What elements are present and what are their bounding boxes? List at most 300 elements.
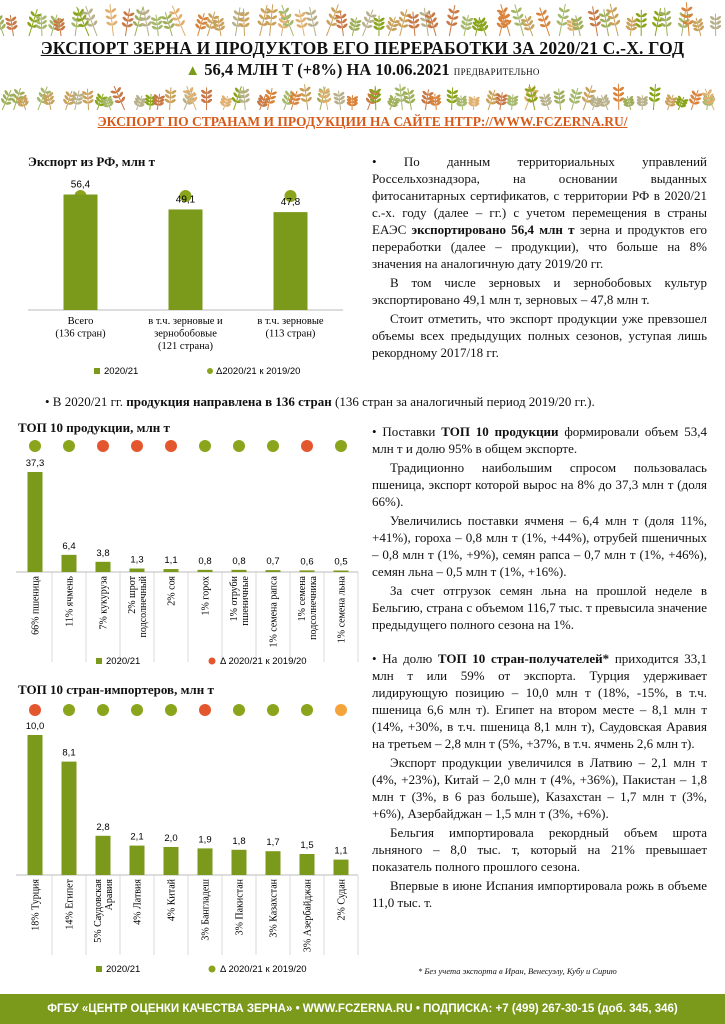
bar — [198, 570, 213, 572]
category-label: 1% семена рапса — [268, 576, 280, 648]
countries-bullet — [45, 394, 725, 410]
leaf — [648, 91, 654, 97]
leaf — [111, 14, 117, 20]
paragraph: Бельгия импортировала рекордный объем шрота льняного – 8,0 тыс. т, который на 21% превышает показатель полного прошлого сезона. — [372, 825, 707, 874]
category-label-group — [93, 879, 115, 943]
leaf-sprig — [458, 14, 475, 36]
leaf — [170, 94, 177, 100]
leaf — [271, 15, 278, 20]
bar — [96, 562, 111, 572]
leaf-sprig — [104, 4, 120, 36]
leaf — [446, 89, 452, 95]
leaf — [379, 17, 386, 23]
leaf-sprig — [81, 88, 95, 110]
category-label: Аравия — [104, 879, 115, 911]
leaf — [244, 93, 250, 99]
leaf-sprig — [553, 3, 571, 36]
category-label-group — [167, 878, 178, 921]
stem — [110, 4, 114, 36]
bar — [62, 555, 77, 572]
leaf — [655, 87, 662, 92]
category-label: в т.ч. зерновые и — [148, 316, 223, 327]
value-label: 8,1 — [62, 747, 76, 759]
leaf — [71, 22, 77, 28]
text-block-export — [372, 153, 707, 363]
leaf-sprig — [552, 88, 566, 110]
stem — [559, 89, 561, 110]
bar — [130, 569, 145, 572]
leaf — [112, 20, 118, 26]
leaf-sprig — [495, 2, 516, 36]
bar — [28, 735, 43, 875]
leaf-sprig — [423, 9, 442, 36]
leaf-sprig — [23, 7, 43, 36]
category-label: 2% соя — [166, 576, 178, 606]
leaf-sprig — [151, 93, 166, 110]
text-block-products — [372, 423, 707, 635]
value-label: 2,8 — [96, 821, 110, 833]
stem — [41, 13, 42, 36]
bar — [232, 850, 247, 875]
stem — [352, 95, 353, 110]
value-label: 0,5 — [334, 556, 348, 568]
leaf-sprig — [275, 10, 292, 36]
leaf-sprig — [35, 13, 48, 36]
value-label: 1,1 — [164, 555, 178, 567]
category-label-group — [201, 576, 212, 615]
category-label-group — [235, 878, 246, 935]
leaf — [612, 91, 619, 97]
value-label: 2,1 — [130, 831, 144, 843]
category-label: 1% семена — [297, 576, 308, 622]
change-marker — [165, 704, 177, 716]
category-label: 3% Пакистан — [234, 879, 246, 936]
leaf — [41, 15, 47, 21]
category-label: 66% пшеница — [30, 576, 42, 635]
leaf — [408, 24, 415, 29]
leaf — [200, 89, 207, 95]
leaf-sprig — [15, 93, 32, 110]
leaf — [200, 98, 207, 104]
leaf — [244, 22, 250, 28]
value-label: 3,8 — [96, 547, 110, 559]
text-block-importers — [372, 650, 707, 913]
bar — [96, 836, 111, 875]
leaf-sprig — [181, 84, 202, 110]
category-label: 2% шрот — [127, 576, 138, 614]
leaf-sprig — [383, 15, 402, 36]
stem — [413, 12, 415, 36]
leaf-sprig — [321, 2, 345, 36]
leaf — [170, 89, 177, 95]
bar — [28, 472, 43, 572]
category-label: (136 стран) — [55, 328, 106, 340]
category-label: 4% Латвия — [132, 879, 144, 925]
leaf — [379, 21, 386, 27]
category-label: 7% кукуруза — [98, 576, 110, 630]
bar — [334, 571, 349, 573]
leaf — [709, 15, 716, 21]
paragraph: Традиционно наибольшим спросом пользовалась пшеница, экспорт которой вырос на 8% до 37,3 млн т (доля 66%). — [372, 460, 707, 509]
leaf — [665, 10, 671, 16]
leaf-sprig — [565, 86, 583, 110]
leaf-sprig — [200, 87, 213, 110]
leaf — [271, 21, 278, 26]
leaf — [648, 96, 654, 102]
leaf — [121, 21, 127, 27]
legend-swatch-bar — [96, 966, 102, 972]
category-label: 14% Египет — [64, 879, 76, 930]
leaf-sprig — [709, 14, 722, 36]
category-label-group — [167, 576, 178, 606]
leaf — [413, 18, 419, 24]
change-marker — [233, 704, 245, 716]
leaf-sprig — [237, 8, 251, 36]
leaf — [341, 13, 347, 19]
bar — [164, 569, 179, 572]
leaf-sprig — [263, 4, 279, 36]
leaf-sprig — [373, 16, 386, 36]
change-marker — [29, 440, 41, 452]
stem — [375, 86, 376, 110]
leaf-sprig — [137, 5, 155, 36]
bar — [130, 846, 145, 875]
change-marker — [29, 704, 41, 716]
value-label: 1,7 — [266, 837, 280, 849]
subtitle-note: ПРЕДВАРИТЕЛЬНО — [453, 67, 540, 77]
legend-swatch-marker — [209, 658, 216, 665]
value-label: 0,8 — [232, 555, 246, 567]
paragraph: • По данным территориальных управлений Россельхознадзора, на основании выданных фитосанитарных сертификатов, с территории РФ в 2020/21 с.-х. году (далее – гг.) с учетом перемещения в страны ЕАЭС экспортировано 56,4 млн т зерна и продуктов его переработки (далее – продукции), что больше на 8% значения на аналогичную дату 2019/20 гг. — [372, 154, 708, 271]
bar — [198, 848, 213, 875]
leaf — [618, 91, 625, 97]
bar — [164, 847, 179, 875]
leaf — [88, 98, 94, 104]
change-marker — [97, 704, 109, 716]
leaf — [122, 16, 128, 22]
category-label: 18% Турция — [30, 879, 42, 931]
leaf — [272, 8, 279, 13]
category-label-group — [133, 879, 144, 925]
leaf-sprig — [636, 95, 649, 110]
value-label: 0,7 — [266, 556, 280, 568]
leaf-sprig — [621, 95, 637, 110]
leaf — [306, 91, 312, 97]
category-label-group — [201, 879, 212, 941]
botanical-border-top — [0, 0, 725, 36]
legend-label: Δ2020/21 к 2019/20 — [216, 366, 301, 377]
chart-importers-title: ТОП 10 стран-импортеров, млн т — [18, 682, 214, 697]
leaf — [341, 18, 347, 24]
bar — [334, 860, 349, 875]
leaf — [123, 11, 129, 17]
change-marker — [233, 440, 245, 452]
leaf-sprig — [534, 5, 556, 36]
value-label: 10,0 — [25, 721, 45, 732]
category-label: 3% Бангладеш — [200, 879, 212, 941]
value-label: 6,4 — [62, 540, 76, 552]
leaf — [715, 24, 722, 30]
leaf-sprig — [685, 88, 704, 110]
paragraph: В том числе зерновых и зернобобовых культур экспортировано 49,1 млн т, зерновых – 47,8 млн т. — [372, 275, 707, 307]
change-marker — [63, 440, 75, 452]
category-label: пшеничные — [240, 576, 251, 626]
category-label: 2% Судан — [336, 879, 348, 921]
leaf — [243, 11, 249, 17]
leaf — [681, 7, 688, 12]
legend-swatch-marker — [209, 966, 216, 973]
leaf — [206, 89, 213, 95]
leaf-sprig — [217, 94, 233, 110]
change-marker — [301, 704, 313, 716]
leaf — [446, 98, 452, 104]
leaf-sprig — [467, 95, 480, 110]
stem — [156, 15, 158, 36]
leaf — [400, 86, 406, 92]
change-marker — [199, 440, 211, 452]
category-label: 1% семена льна — [336, 576, 348, 644]
bar — [62, 762, 77, 875]
value-label: 37,3 — [25, 458, 45, 469]
bar — [274, 212, 308, 310]
value-label: 0,6 — [300, 556, 314, 568]
leaf — [452, 89, 459, 95]
category-label: подсолнечника — [308, 576, 319, 640]
leaf — [649, 86, 655, 92]
legend-swatch-marker — [207, 368, 213, 374]
leaf-sprig — [523, 83, 541, 110]
chart-export-title: Экспорт из РФ, млн т — [28, 154, 156, 169]
stem — [665, 8, 668, 36]
leaf — [553, 95, 560, 100]
value-label: 1,8 — [232, 835, 246, 847]
category-label-group — [65, 878, 76, 929]
change-marker — [165, 440, 177, 452]
value-label: 1,1 — [334, 845, 348, 857]
leaf — [446, 93, 452, 99]
category-label-group — [99, 575, 110, 629]
leaf — [305, 86, 311, 92]
leaf — [715, 15, 722, 21]
category-label-group — [337, 878, 348, 920]
stem — [88, 89, 89, 110]
footer-bar[interactable]: ФГБУ «ЦЕНТР ОЦЕНКИ КАЧЕСТВА ЗЕРНА» • WWW.FCZERNA.RU • ПОДПИСКА: +7 (499) 267-30-15 (доб. 345, 346) — [0, 994, 725, 1024]
category-label: 5% Саудовская — [93, 879, 104, 943]
leaf — [170, 98, 177, 104]
leaf — [553, 90, 560, 95]
leaf-sprig — [647, 84, 662, 110]
leaf — [641, 12, 648, 18]
leaf-sprig — [505, 94, 519, 110]
bar — [300, 854, 315, 875]
leaf — [244, 97, 250, 103]
category-label: 4% Китай — [166, 879, 178, 922]
leaf — [641, 17, 648, 23]
leaf — [666, 21, 672, 27]
bar — [266, 851, 281, 875]
leaf — [333, 96, 340, 101]
leaf-sprig — [612, 84, 625, 110]
bar — [64, 194, 98, 310]
change-marker — [301, 440, 313, 452]
leaf — [333, 92, 340, 97]
leaf — [715, 20, 722, 26]
stem — [473, 96, 474, 110]
page-subtitle — [0, 60, 725, 80]
value-label: 1,5 — [300, 840, 314, 851]
value-label: 0,8 — [198, 555, 212, 567]
stem — [170, 87, 171, 110]
leaf-sprig — [159, 11, 178, 36]
category-label-group — [65, 576, 76, 627]
leaf — [414, 23, 420, 29]
footnote: * Без учета экспорта в Иран, Венесуэлу, Кубу и Сирию — [418, 966, 617, 976]
bar — [266, 570, 281, 572]
leaf — [151, 25, 158, 30]
stem — [243, 87, 245, 110]
bullet-lead: • В 2020/21 гг. — [45, 394, 127, 409]
paragraph: • Поставки ТОП 10 продукции формировали объем 53,4 млн т и долю 95% в общем экспорте. — [372, 424, 707, 456]
leaf — [110, 7, 116, 13]
category-label-group — [127, 575, 149, 637]
leaf — [333, 100, 340, 105]
category-label-group — [269, 575, 280, 647]
legend-label: Δ 2020/21 к 2019/20 — [220, 964, 307, 975]
legend-label: 2020/21 — [104, 366, 139, 377]
leaf-sprig — [167, 3, 192, 36]
leaf-sprig — [690, 16, 707, 36]
leaf — [654, 97, 661, 102]
category-label: Всего — [67, 316, 94, 327]
leaf — [612, 97, 619, 103]
leaf-sprig — [303, 6, 322, 36]
leaf — [41, 19, 47, 25]
paragraph: Впервые в июне Испания импортировала рожь в объеме 11,0 тыс. т. — [372, 878, 707, 910]
leaf-sprig — [455, 95, 469, 110]
leaf — [618, 86, 625, 92]
change-marker — [267, 704, 279, 716]
leaf-sprig — [332, 90, 347, 110]
leaf — [244, 16, 250, 22]
category-label-group — [269, 878, 280, 937]
bar — [232, 570, 247, 572]
legend-swatch-bar — [96, 658, 102, 664]
category-label: (121 страна) — [158, 341, 213, 352]
bullet-tail: (136 стран за аналогичный период 2019/20 гг.). — [331, 394, 595, 409]
leaf-sprig — [298, 83, 314, 110]
category-label: 3% Казахстан — [268, 879, 280, 938]
paragraph: Увеличились поставки ячменя – 6,4 млн т (доля 11%, +41%), гороха – 0,8 млн т (1%, +44%), отрубей пшеничных – 0,8 млн т (1%, +9%), семян рапса – 0,7 млн т (1%, +46%), семян льна – 0,5 млн т (1%, +16%). — [372, 513, 707, 579]
leaf-sprig — [4, 14, 20, 36]
leaf — [553, 99, 560, 104]
category-label: 1% горох — [200, 576, 212, 616]
leaf — [88, 94, 94, 100]
change-marker — [97, 440, 109, 452]
leaf-sprig — [699, 86, 719, 110]
increase-triangle-icon: ▲ — [185, 63, 201, 79]
leaf — [87, 90, 93, 96]
leaf — [635, 12, 642, 18]
chart-products-title: ТОП 10 продукции, млн т — [18, 420, 170, 435]
leaf-sprig — [108, 84, 130, 110]
leaf — [665, 16, 671, 22]
paragraph: За счет отгрузок семян льна на прошлой неделе в Бельгию, страна с объемом 116,7 тыс. т превысила значение предыдущего полного сезона на 1%. — [372, 583, 707, 632]
change-marker — [131, 440, 143, 452]
leaf — [641, 23, 648, 29]
botanical-border-middle — [0, 82, 725, 110]
leaf — [164, 89, 170, 95]
legend-swatch-bar — [94, 368, 100, 374]
legend-label: 2020/21 — [106, 964, 141, 975]
paragraph: • На долю ТОП 10 стран-получателей* приходится 33,1 млн т или 59% от экспорта. Турция удерживает лидирующую позицию – 10,0 млн т (18%, -15%, в т.ч. пшеница 6,6 млн т). Египет на втором месте – 8,1 млн т (14%, +30%, в т.ч. пшеница 8,1 млн т), Саудовская Аравия на третьем – 2,8 млн т (5%, +37%, в т.ч. ячмень 2,6 млн т). — [372, 651, 707, 751]
page-title: ЭКСПОРТ ЗЕРНА И ПРОДУКТОВ ЕГО ПЕРЕРАБОТКИ ЗА 2020/21 С.-Х. ГОД — [40, 38, 685, 58]
leaf — [164, 98, 170, 104]
leaf — [82, 99, 89, 105]
value-label: 2,0 — [164, 833, 178, 844]
change-marker — [335, 440, 347, 452]
stem — [150, 94, 151, 110]
leaf — [654, 92, 661, 97]
change-marker — [335, 704, 347, 716]
leaf-sprig — [407, 11, 422, 36]
category-label-group — [229, 575, 251, 625]
change-marker — [63, 704, 75, 716]
value-label: 1,9 — [198, 834, 212, 846]
stem — [452, 87, 453, 110]
category-label-group — [297, 575, 319, 639]
category-label: 11% ячмень — [64, 576, 76, 627]
leaf — [150, 16, 157, 21]
leaf-sprig — [443, 4, 461, 36]
paragraph: Экспорт продукции увеличился в Латвию – 2,1 млн т (4%, +23%), Китай – 2,0 млн т (4%, +36%), Пакистан – 1,8 млн т (3%, в 6 раз больше), Казахстан – 1,7 млн т (3%, +6%), Азербайджан – 1,5 млн т (3%, +6%). — [372, 755, 707, 821]
leaf — [200, 94, 207, 100]
change-marker — [199, 704, 211, 716]
category-label: 1% отруби — [229, 576, 240, 622]
category-label: подсолнечный — [138, 576, 149, 638]
category-label: зернобобовые — [154, 328, 217, 340]
leaf — [709, 24, 716, 30]
leaf — [413, 13, 419, 19]
category-label-group — [31, 879, 42, 931]
leaf-sprig — [346, 16, 363, 36]
value-label: 49,1 — [175, 194, 196, 206]
leaf — [206, 94, 213, 100]
category-label-group — [303, 878, 314, 952]
leaf — [306, 96, 312, 102]
leaf — [687, 6, 693, 12]
leaf — [206, 98, 213, 104]
leaf — [394, 87, 401, 92]
leaf — [41, 24, 47, 30]
leaf-sprig — [346, 95, 359, 110]
leaf — [709, 20, 716, 26]
change-marker — [267, 440, 279, 452]
leaf — [373, 25, 380, 31]
category-label: 3% Азербайджан — [302, 879, 314, 953]
category-label-group — [337, 575, 348, 643]
stem — [653, 84, 655, 110]
subtitle-value: 56,4 МЛН Т (+8%) НА 10.06.2021 — [204, 60, 450, 79]
bar — [300, 570, 315, 572]
category-label-group — [31, 575, 42, 634]
category-label: в т.ч. зерновые — [257, 316, 324, 327]
legend-label: 2020/21 — [106, 656, 141, 667]
value-label: 56,4 — [70, 179, 91, 191]
site-link[interactable]: ЭКСПОРТ ПО СТРАНАМ И ПРОДУКЦИИ НА САЙТЕ HTTP://WWW.FCZERNA.RU/ — [97, 114, 628, 129]
change-marker — [131, 704, 143, 716]
value-label: 47,8 — [280, 197, 301, 209]
leaf — [151, 21, 158, 26]
